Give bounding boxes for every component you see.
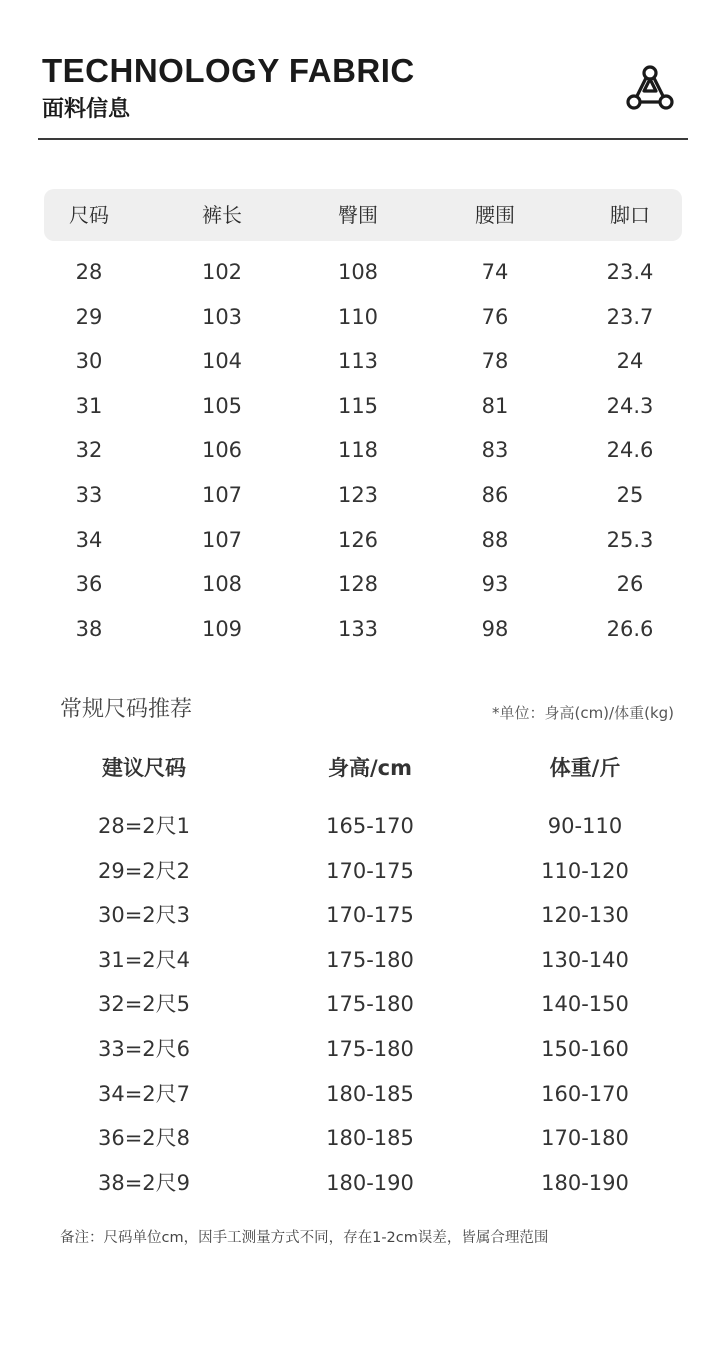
column-header: 脚口: [610, 203, 650, 227]
table-cell: 86: [481, 483, 509, 507]
table-cell: 104: [201, 349, 243, 374]
table-cell: 160-170: [541, 1081, 629, 1106]
table-cell: 118: [337, 438, 379, 463]
column-header: 裤长: [202, 203, 242, 227]
table-cell: 90-110: [547, 814, 623, 838]
table-cell: 24: [616, 349, 644, 374]
size-table-header: [44, 189, 682, 241]
table-cell: 107: [201, 483, 243, 507]
table-row: [0, 893, 720, 937]
table-row: [0, 562, 720, 606]
table-cell: 140-150: [541, 992, 629, 1017]
table-cell: 98: [481, 616, 509, 641]
table-cell: 175-180: [326, 947, 414, 972]
table-cell: 130-140: [541, 947, 629, 972]
table-cell: 83: [481, 438, 509, 463]
table-cell: 76: [481, 304, 509, 329]
table-row: [0, 428, 720, 472]
table-cell: 123: [337, 483, 379, 507]
table-cell: 108: [201, 572, 243, 597]
table-row: [0, 384, 720, 428]
table-row: [0, 804, 720, 848]
table-cell: 102: [201, 260, 243, 284]
table-cell: 175-180: [326, 992, 414, 1017]
table-cell: 110: [337, 304, 379, 329]
column-header: 腰围: [475, 203, 515, 227]
table-row: [0, 295, 720, 339]
table-cell: 32=2尺5: [97, 992, 191, 1017]
table-cell: 31: [75, 393, 103, 418]
table-cell: 34: [75, 527, 103, 552]
recommend-title: 常规尺码推荐: [60, 697, 193, 722]
table-cell: 108: [337, 260, 379, 284]
table-row: [0, 518, 720, 562]
column-header: 尺码: [69, 203, 109, 227]
table-cell: 33: [75, 483, 103, 507]
table-cell: 93: [481, 572, 509, 597]
header-divider: [38, 138, 688, 140]
table-row: [0, 1116, 720, 1160]
table-cell: 175-180: [326, 1037, 414, 1061]
triangle-knot-icon: [624, 64, 676, 112]
table-cell: 23.7: [606, 304, 654, 329]
table-cell: 107: [201, 527, 243, 552]
footnote: 备注：尺码单位cm，因手工测量方式不同，存在1-2cm误差，皆属合理范围: [60, 1230, 549, 1246]
table-cell: 110-120: [541, 858, 629, 883]
table-cell: 28: [75, 260, 103, 284]
table-cell: 165-170: [326, 814, 414, 838]
table-cell: 34=2尺7: [97, 1081, 191, 1106]
table-cell: 38: [75, 616, 103, 641]
table-row: [0, 1072, 720, 1116]
table-cell: 170-175: [326, 903, 414, 928]
table-cell: 32: [75, 438, 103, 463]
table-cell: 25: [616, 483, 644, 507]
table-cell: 109: [201, 616, 243, 641]
recommend-table-header: [0, 748, 720, 788]
table-cell: 33=2尺6: [97, 1037, 191, 1061]
table-row: [0, 607, 720, 651]
table-cell: 170-180: [541, 1126, 629, 1151]
table-cell: 26.6: [606, 616, 654, 641]
table-row: [0, 938, 720, 982]
table-cell: 81: [481, 393, 509, 418]
title-english: TECHNOLOGY FABRIC: [42, 52, 415, 89]
table-cell: 24.3: [606, 393, 654, 418]
table-cell: 133: [337, 616, 379, 641]
table-cell: 31=2尺4: [97, 947, 191, 972]
table-cell: 126: [337, 527, 379, 552]
table-cell: 36=2尺8: [97, 1126, 191, 1151]
table-cell: 150-160: [541, 1037, 629, 1061]
table-cell: 78: [481, 349, 509, 374]
table-cell: 29=2尺2: [97, 858, 191, 883]
table-cell: 170-175: [326, 858, 414, 883]
table-cell: 180-190: [326, 1170, 414, 1195]
table-row: [0, 849, 720, 893]
table-cell: 23.4: [606, 260, 654, 284]
table-cell: 88: [481, 527, 509, 552]
table-cell: 128: [337, 572, 379, 597]
page-header: [0, 0, 720, 140]
unit-note: *单位：身高(cm)/体重(kg): [491, 704, 674, 722]
column-header: 建议尺码: [102, 756, 186, 780]
table-cell: 24.6: [606, 438, 654, 463]
table-cell: 120-130: [541, 903, 629, 928]
column-header: 身高/cm: [328, 756, 412, 780]
table-cell: 38=2尺9: [97, 1170, 191, 1195]
table-cell: 103: [201, 304, 243, 329]
column-header: 体重/斤: [549, 756, 621, 780]
table-cell: 36: [75, 572, 103, 597]
table-cell: 113: [337, 349, 379, 374]
table-cell: 106: [201, 438, 243, 463]
table-cell: 30=2尺3: [97, 903, 191, 928]
table-cell: 115: [337, 393, 379, 418]
table-cell: 26: [616, 572, 644, 597]
table-cell: 180-185: [326, 1081, 414, 1106]
table-cell: 74: [481, 260, 509, 284]
table-row: [0, 1161, 720, 1205]
table-cell: 105: [201, 393, 243, 418]
title-chinese: 面料信息: [42, 97, 131, 122]
table-cell: 180-190: [541, 1170, 629, 1195]
table-cell: 180-185: [326, 1126, 414, 1151]
table-cell: 29: [75, 304, 103, 329]
table-row: [0, 982, 720, 1026]
table-row: [0, 339, 720, 383]
column-header: 臀围: [338, 203, 378, 227]
table-cell: 30: [75, 349, 103, 374]
table-row: [0, 250, 720, 294]
table-row: [0, 1027, 720, 1071]
table-cell: 25.3: [606, 527, 654, 552]
table-row: [0, 473, 720, 517]
table-cell: 28=2尺1: [97, 814, 191, 838]
